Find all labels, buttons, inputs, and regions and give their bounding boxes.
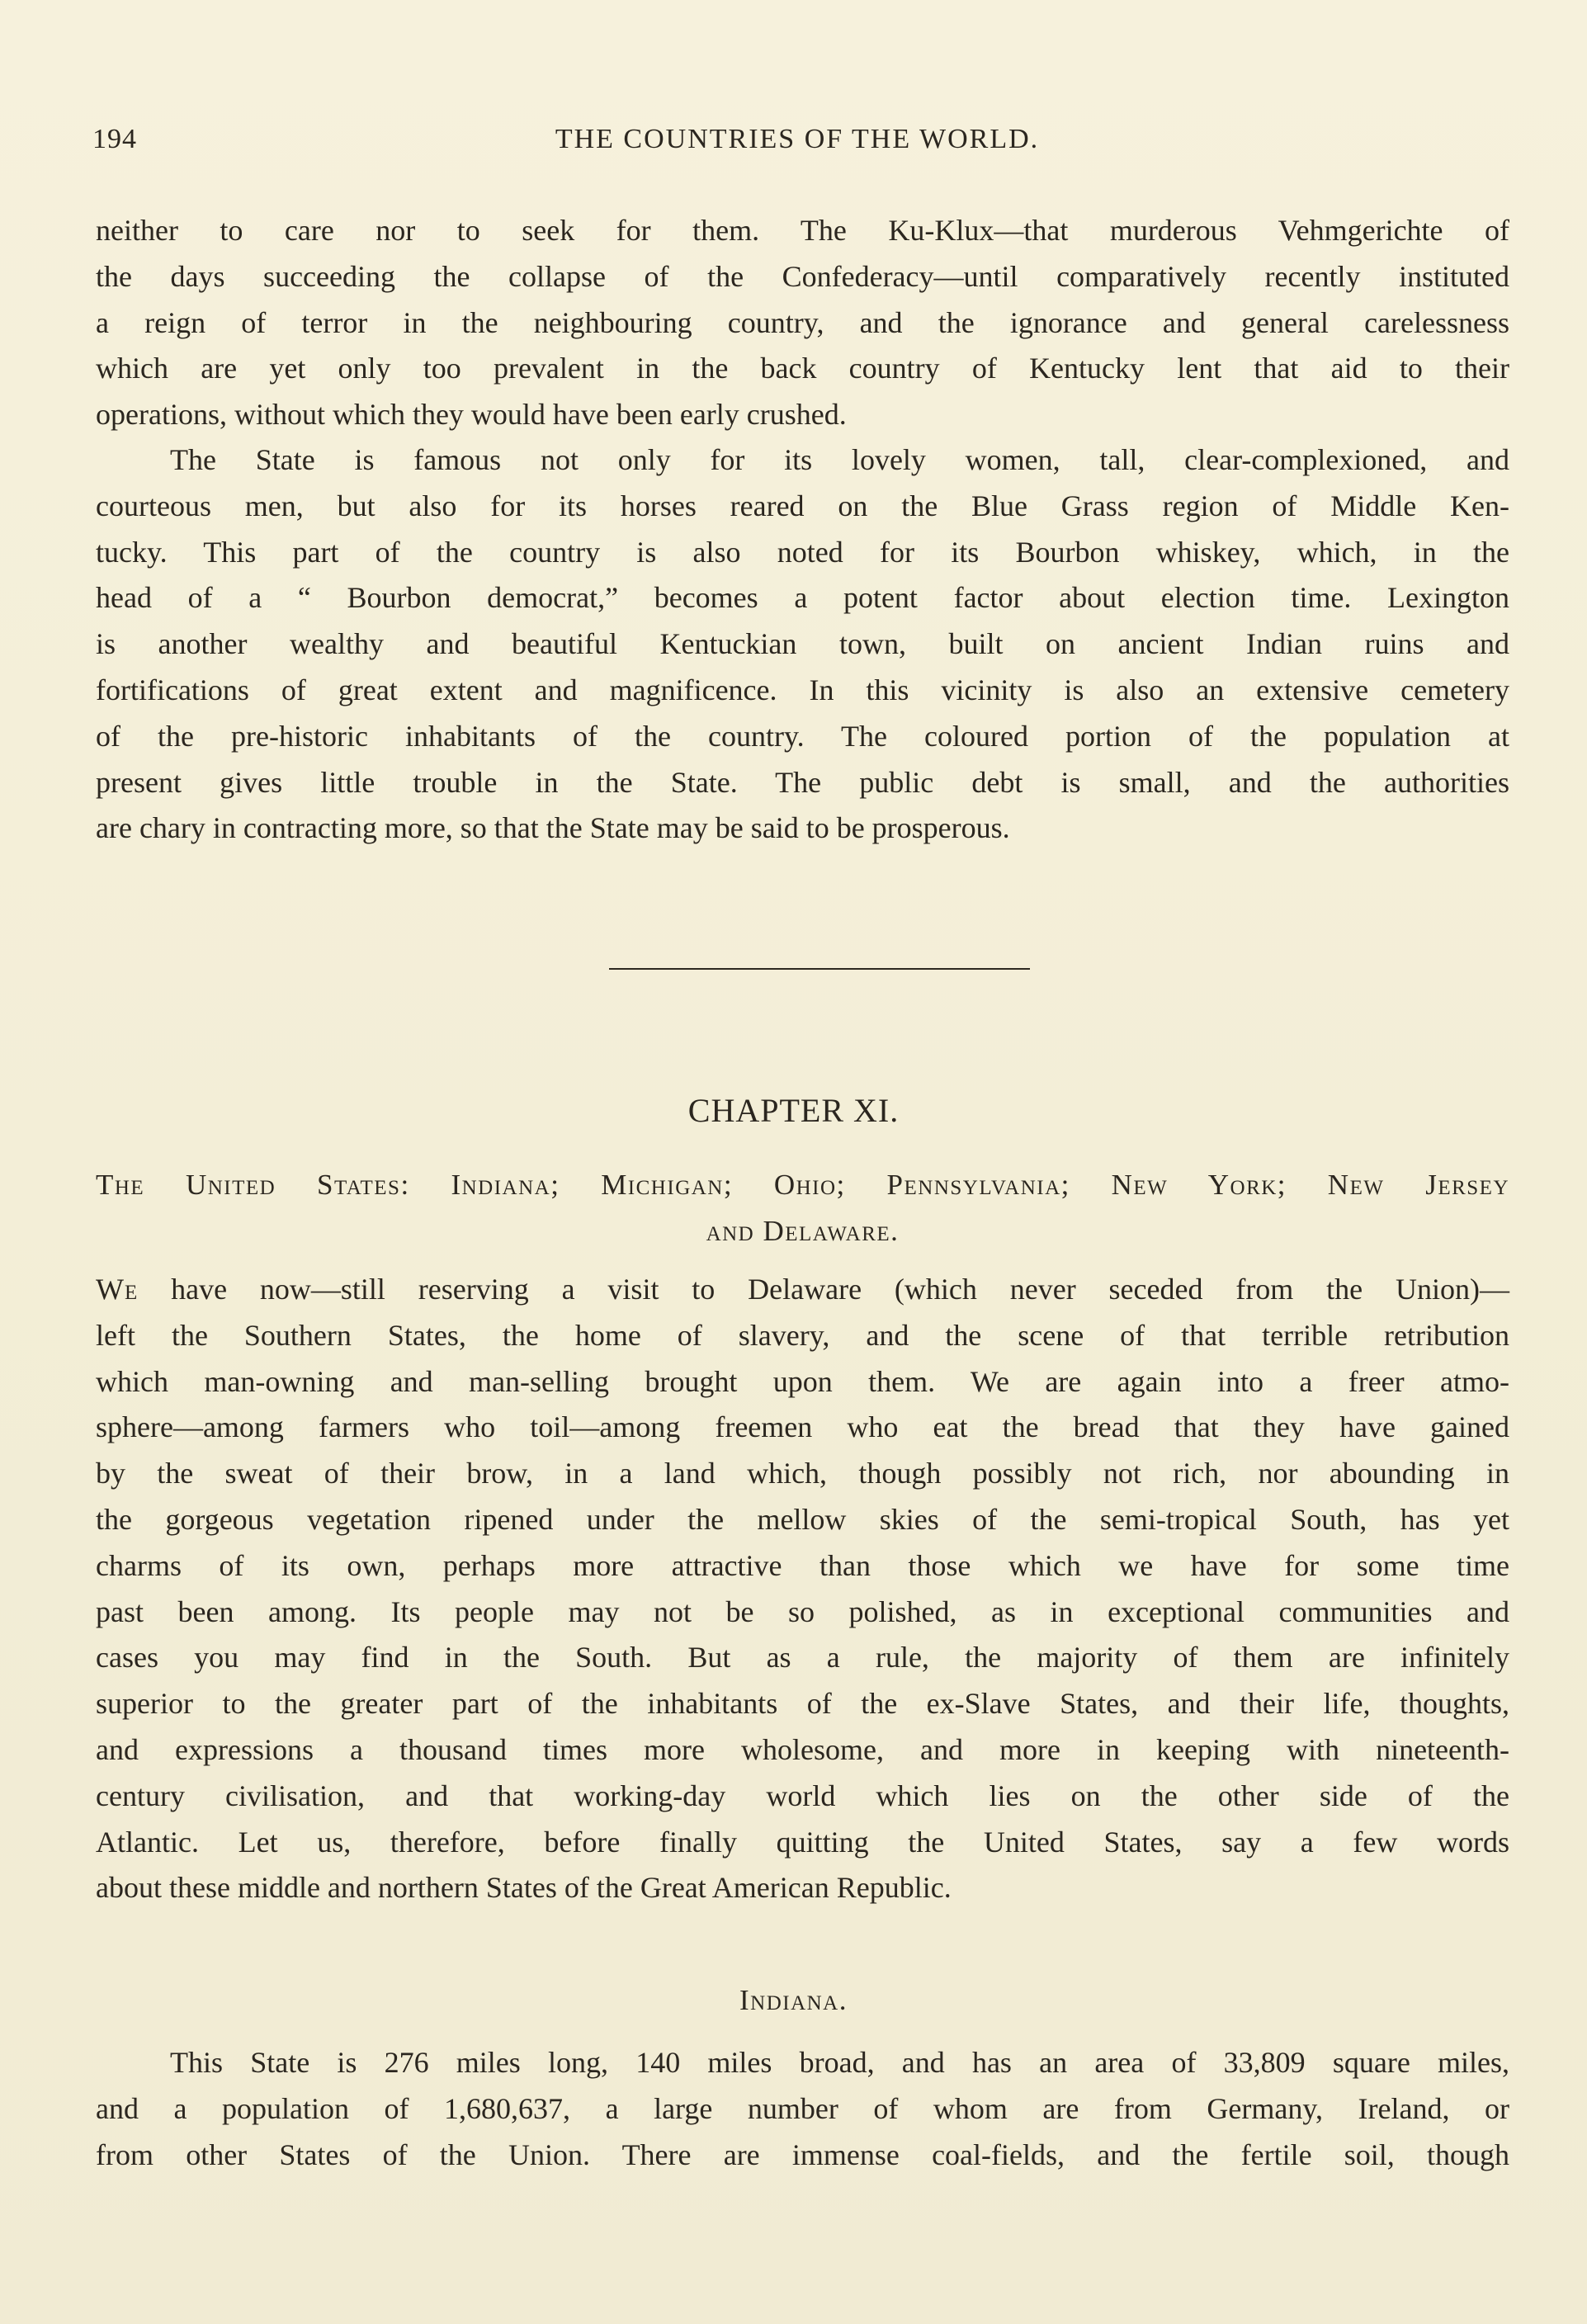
paragraph-continued [96, 208, 1509, 438]
text-line: courteous men, but also for its horses reared on the Blue Grass region of Middle Ken- [96, 489, 1509, 522]
text-line: the gorgeous vegetation ripened under the mellow skies of the semi-tropical South, has yet [96, 1502, 1509, 1536]
paragraph-kentucky [96, 437, 1509, 852]
text-line: Atlantic. Let us, therefore, before finally quitting the United States, say a few words [96, 1825, 1509, 1859]
text-line: sphere—among farmers who toil—among freemen who eat the bread that they have gained [96, 1410, 1509, 1444]
text-line: the days succeeding the collapse of the Confederacy—until comparatively recently instituted [96, 259, 1509, 293]
text-line: past been among. Its people may not be so polished, as in exceptional communities and [96, 1594, 1509, 1628]
text-line: is another wealthy and beautiful Kentuckian town, built on ancient Indian ruins and [96, 627, 1509, 661]
text-line: a reign of terror in the neighbouring country, and the ignorance and general carelessness [96, 305, 1509, 339]
text-line: century civilisation, and that working-day world which lies on the other side of the [96, 1778, 1509, 1812]
text-line: superior to the greater part of the inhabitants of the ex-Slave States, and their life, thoughts, [96, 1687, 1509, 1721]
text-line-rest: have now—still reserving a visit to Delaware (which never seceded from the Union)— [138, 1273, 1509, 1306]
section-heading: Indiana. [739, 1984, 848, 2016]
text-line: and expressions a thousand times more wholesome, and more in keeping with nineteenth- [96, 1732, 1509, 1766]
text-line: from other States of the Union. There are immense coal-fields, and the fertile soil, though [96, 2137, 1509, 2171]
text-line: This State is 276 miles long, 140 miles broad, and has an area of 33,809 square miles, [170, 2046, 1509, 2079]
paragraph-indiana [96, 2040, 1509, 2178]
chapter-subtitle-line: The United States: Indiana; Michigan; Ohio; Pennsylvania; New York; New Jersey [96, 1169, 1509, 1201]
text-line: neither to care nor to seek for them. The Ku-Klux—that murderous Vehmgerichte of [96, 214, 1509, 247]
text-line: The State is famous not only for its lovely women, tall, clear-complexioned, and [170, 443, 1509, 476]
text-line: by the sweat of their brow, in a land which, though possibly not rich, nor abounding in [96, 1457, 1509, 1490]
text-line: about these middle and northern States of the Great American Republic. [96, 1871, 952, 1905]
paragraph-chapter-intro [96, 1267, 1509, 1911]
running-title: THE COUNTRIES OF THE WORLD. [555, 124, 1040, 154]
text-line: which man-owning and man-selling brought upon them. We are again into a freer atmo- [96, 1364, 1509, 1398]
text-line: charms of its own, perhaps more attractive than those which we have for some time [96, 1548, 1509, 1582]
text-line: cases you may find in the South. But as a rule, the majority of them are infinitely [96, 1641, 1509, 1675]
chapter-heading: CHAPTER XI. [687, 1092, 900, 1129]
text-line: tucky. This part of the country is also noted for its Bourbon whiskey, which, in the [96, 535, 1509, 569]
text-line: head of a “ Bourbon democrat,” becomes a potent factor about election time. Lexington [96, 581, 1509, 615]
text-line: present gives little trouble in the State. The public debt is small, and the authorities [96, 765, 1509, 799]
text-line: and a population of 1,680,637, a large number of whom are from Germany, Ireland, or [96, 2091, 1509, 2125]
section-divider-rule [609, 968, 1030, 970]
text-line: fortifications of great extent and magnificence. In this vicinity is also an extensive cemetery [96, 673, 1509, 706]
text-line: which are yet only too prevalent in the back country of Kentucky lent that aid to their [96, 352, 1509, 385]
page-number: 194 [92, 124, 137, 154]
chapter-subtitle-line: and Delaware. [706, 1215, 900, 1247]
text-line: of the pre-historic inhabitants of the country. The coloured portion of the population at [96, 719, 1509, 753]
text-line: operations, without which they would have been early crushed. [96, 398, 847, 432]
text-line: are chary in contracting more, so that the State may be said to be prosperous. [96, 811, 1010, 845]
drop-word: We [96, 1273, 139, 1306]
running-head [92, 124, 1502, 165]
text-line [96, 1267, 1509, 1313]
chapter-subtitle [96, 1162, 1509, 1254]
text-line: left the Southern States, the home of slavery, and the scene of that terrible retribution [96, 1318, 1509, 1352]
